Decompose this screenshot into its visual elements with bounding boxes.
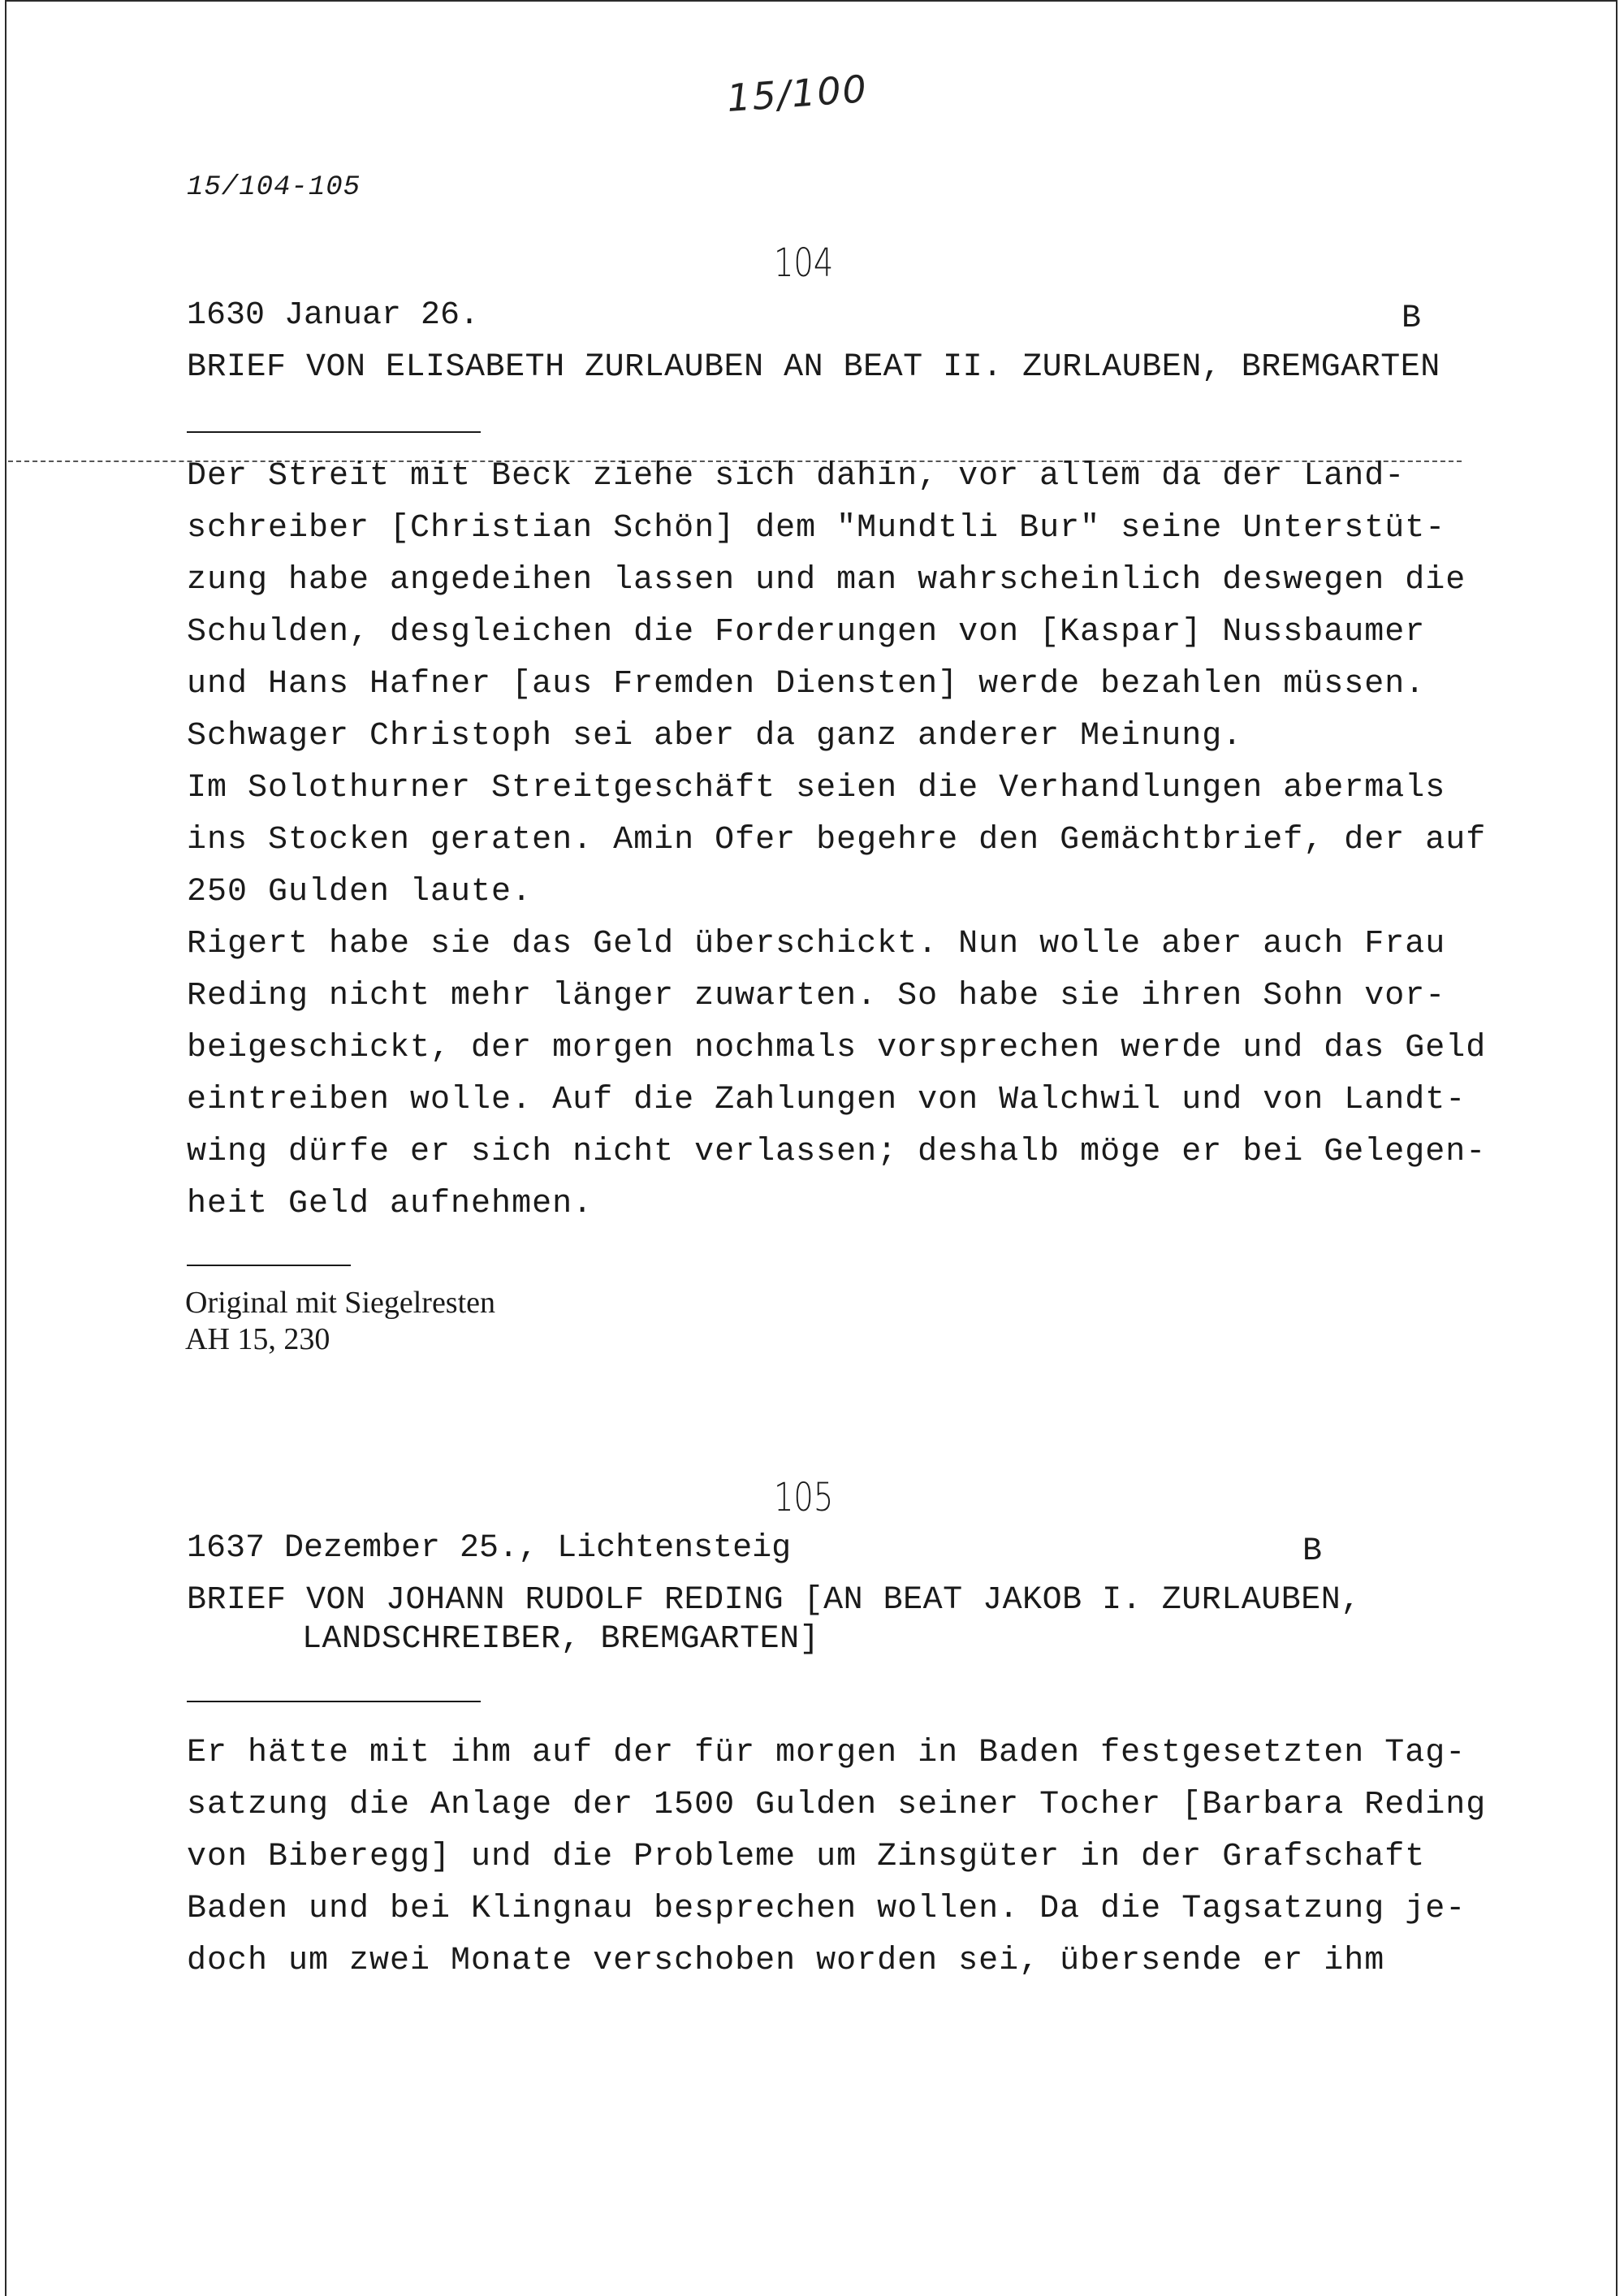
section-rule <box>187 431 481 433</box>
document-title-line: BRIEF VON JOHANN RUDOLF REDING [AN BEAT JAKOB I. ZURLAUBEN, <box>187 1582 1361 1619</box>
body-line: 250 Gulden laute. <box>187 874 533 910</box>
handwritten-folio-number: 15/100 <box>725 67 870 120</box>
body-line: heit Geld aufnehmen. <box>187 1186 594 1222</box>
document-type-marker: B <box>1302 1533 1323 1570</box>
notes-rule <box>187 1265 351 1266</box>
document-type-marker: B <box>1402 301 1422 337</box>
document-number: 105 <box>774 1475 834 1520</box>
body-line: Er hätte mit ihm auf der für morgen in Baden festgesetzten Tag- <box>187 1735 1466 1771</box>
body-line: Baden und bei Klingnau besprechen wollen. Da die Tagsatzung je- <box>187 1891 1466 1927</box>
document-date: 1637 Dezember 25., Lichtensteig <box>187 1530 792 1567</box>
body-line: Der Streit mit Beck ziehe sich dahin, vor allem da der Land- <box>187 458 1406 495</box>
body-line: von Biberegg] und die Probleme um Zinsgüter in der Grafschaft <box>187 1839 1426 1875</box>
body-line: Schwager Christoph sei aber da ganz anderer Meinung. <box>187 718 1243 755</box>
document-date: 1630 Januar 26. <box>187 297 480 334</box>
source-note: Original mit Siegelresten <box>185 1286 496 1320</box>
body-line: Schulden, desgleichen die Forderungen von [Kaspar] Nussbaumer <box>187 614 1426 651</box>
body-line: zung habe angedeihen lassen und man wahrscheinlich deswegen die <box>187 562 1466 599</box>
body-line: wing dürfe er sich nicht verlassen; deshalb möge er bei Gelegen- <box>187 1134 1487 1170</box>
document-number: 104 <box>774 240 834 286</box>
body-line: doch um zwei Monate verschoben worden sei, übersende er ihm <box>187 1943 1385 1979</box>
body-line: schreiber [Christian Schön] dem "Mundtli Bur" seine Unterstüt- <box>187 510 1446 547</box>
body-line: Rigert habe sie das Geld überschickt. Nun wolle aber auch Frau <box>187 926 1446 962</box>
body-line: Reding nicht mehr länger zuwarten. So habe sie ihren Sohn vor- <box>187 978 1446 1014</box>
body-line: satzung die Anlage der 1500 Gulden seiner Tocher [Barbara Reding <box>187 1787 1487 1823</box>
body-line: ins Stocken geraten. Amin Ofer begehre den Gemächtbrief, der auf <box>187 822 1487 858</box>
body-line: eintreiben wolle. Auf die Zahlungen von Walchwil und von Landt- <box>187 1082 1466 1118</box>
archive-signature: AH 15, 230 <box>185 1322 330 1356</box>
section-rule <box>187 1701 481 1702</box>
document-title-line: LANDSCHREIBER, BREMGARTEN] <box>302 1621 820 1658</box>
body-line: Im Solothurner Streitgeschäft seien die Verhandlungen abermals <box>187 770 1446 806</box>
body-line: beigeschickt, der morgen nochmals vorsprechen werde und das Geld <box>187 1030 1487 1066</box>
body-line: und Hans Hafner [aus Fremden Diensten] werde bezahlen müssen. <box>187 666 1426 703</box>
document-title: BRIEF VON ELISABETH ZURLAUBEN AN BEAT II. ZURLAUBEN, BREMGARTEN <box>187 349 1440 386</box>
archive-reference: 15/104-105 <box>187 172 361 203</box>
